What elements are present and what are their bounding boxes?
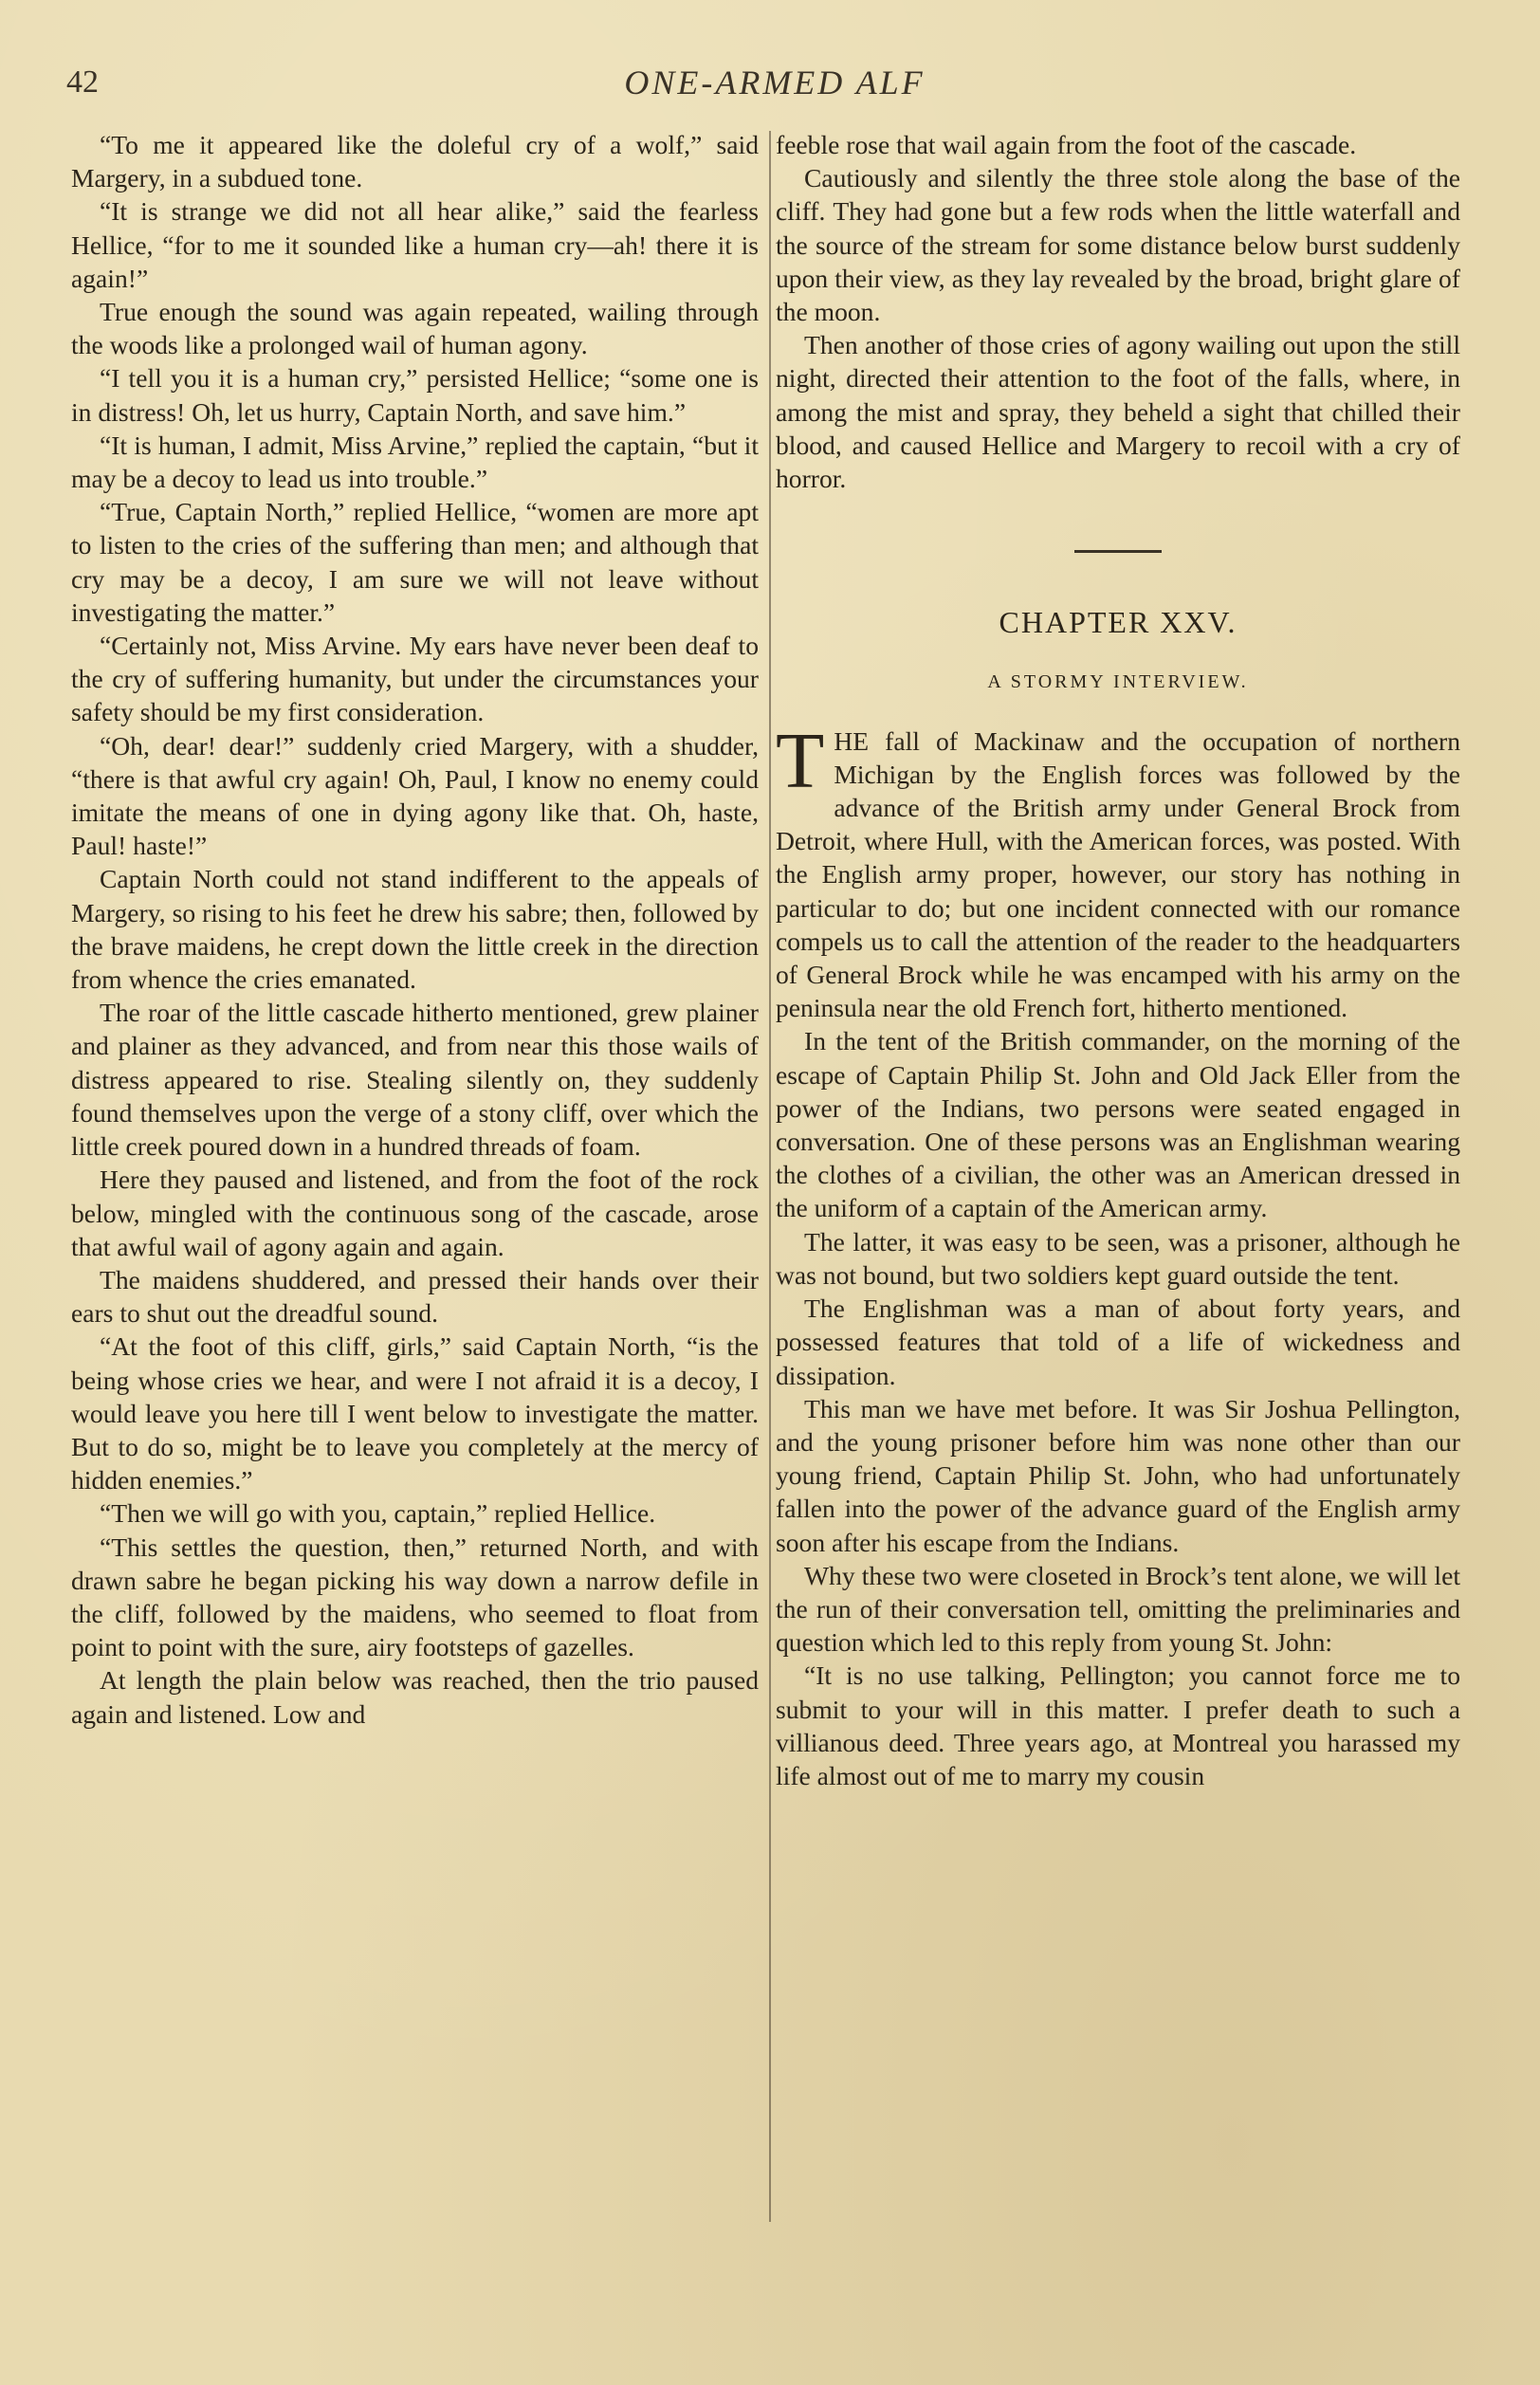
paragraph: Cautiously and silently the three stole along the base of the cliff. They had gone but a few rods when the little waterfall and the source of the stream for some distance below burst suddenly upon their view, as they lay revealed by the broad, bright glare of the moon. bbox=[776, 163, 1460, 327]
paragraph: “Oh, dear! dear!” suddenly cried Margery, with a shudder, “there is that awful cry again! Oh, Paul, I know no enemy could imitate the means of one in dying agony like that. Oh, haste, Paul! haste!” bbox=[71, 730, 759, 861]
paragraph: Why these two were closeted in Brock’s tent alone, we will let the run of their conversation tell, omitting the preliminaries and question which led to this reply from young St. John: bbox=[776, 1560, 1460, 1658]
chapter-opening-paragraph bbox=[776, 716, 1460, 1025]
paragraph: Then another of those cries of agony wailing out upon the still night, directed their attention to the foot of the falls, where, in among the mist and spray, they beheld a sight that chilled their blood, and caused Hellice and Margery to recoil with a cry of horror. bbox=[776, 330, 1460, 494]
paragraph: “Then we will go with you, captain,” replied Hellice. bbox=[100, 1498, 656, 1529]
paragraph: This man we have met before. It was Sir Joshua Pellington, and the young prisoner before him was none other than our young friend, Captain Philip St. John, who had unfortunately fallen into the power of the advance guard of the English army soon after his escape from the Indians. bbox=[776, 1393, 1460, 1557]
paragraph: True enough the sound was again repeated, wailing through the woods like a prolonged wail of human agony. bbox=[71, 297, 759, 360]
paragraph: “True, Captain North,” replied Hellice, “women are more apt to listen to the cries of the suffering than men; and although that cry may be a decoy, I am sure we will not leave without investigating the matter.” bbox=[71, 497, 759, 627]
page-number: 42 bbox=[66, 64, 99, 100]
paragraph: feeble rose that wail again from the foot of the cascade. bbox=[776, 130, 1357, 159]
chapter-opening-text: HE fall of Mackinaw and the occupation of northern Michigan by the English forces was followed by the advance of the British army under General Brock from Detroit, where Hull, with the American forces, was posted. With the English army proper, however, our story has nothing in particular to do; but one incident connected with our romance compels us to call the attention of the reader to the headquarters of General Brock while he was encamped with his army on the peninsula near the old French fort, hitherto mentioned. bbox=[776, 725, 1460, 1023]
running-head: ONE-ARMED ALF bbox=[624, 64, 926, 101]
drop-cap: T bbox=[776, 716, 825, 805]
page-header bbox=[66, 59, 1483, 106]
paragraph: The latter, it was easy to be seen, was a prisoner, although he was not bound, but two soldiers kept guard outside the tent. bbox=[776, 1226, 1460, 1290]
paragraph: Captain North could not stand indifferent to the appeals of Margery, so rising to his feet he drew his sabre; then, followed by the brave maidens, he crept down the little creek in the direction from whence the cries emanated. bbox=[71, 864, 759, 995]
paragraph: The Englishman was a man of about forty years, and possessed features that told of a life of wickedness and dissipation. bbox=[776, 1293, 1460, 1390]
paragraph: “It is no use talking, Pellington; you cannot force me to submit to your will in this matter. I prefer death to such a villianous deed. Three years ago, at Montreal you harassed my life almost out of me to marry my cousin bbox=[776, 1660, 1460, 1790]
section-separator bbox=[1074, 550, 1162, 553]
right-column bbox=[776, 128, 1460, 1792]
chapter-subtitle: A STORMY INTERVIEW. bbox=[987, 671, 1249, 693]
paragraph: At length the plain below was reached, then the trio paused again and listened. Low and bbox=[71, 1665, 759, 1729]
paragraph: “To me it appeared like the doleful cry of a wolf,” said Margery, in a subdued tone. bbox=[71, 130, 759, 193]
chapter-title: CHAPTER XXV. bbox=[999, 605, 1238, 640]
paragraph: Here they paused and listened, and from the foot of the rock below, mingled with the continuous song of the cascade, arose that awful wail of agony again and again. bbox=[71, 1165, 759, 1261]
paragraph: “It is human, I admit, Miss Arvine,” replied the captain, “but it may be a decoy to lead us into trouble.” bbox=[71, 430, 759, 494]
paragraph: “It is strange we did not all hear alike,” said the fearless Hellice, “for to me it sounded like a human cry—ah! there it is again!” bbox=[71, 196, 759, 293]
paragraph: The maidens shuddered, and pressed their hands over their ears to shut out the dreadful sound. bbox=[71, 1264, 759, 1329]
paragraph: “I tell you it is a human cry,” persisted Hellice; “some one is in distress! Oh, let us hurry, Captain North, and save him.” bbox=[71, 363, 759, 427]
left-column bbox=[71, 128, 759, 1731]
paragraph: “At the foot of this cliff, girls,” said Captain North, “is the being whose cries we hear, and were I not afraid it is a decoy, I would leave you here till I went below to investigate the matter. But to do so, might be to leave you completely at the mercy of hidden enemies.” bbox=[71, 1331, 759, 1495]
paragraph: In the tent of the British commander, on the morning of the escape of Captain Philip St. John and Old Jack Eller from the power of the Indians, two persons were seated engaged in conversation. One of these persons was an Englishman wearing the clothes of a civilian, the other was an American dressed in the uniform of a captain of the American army. bbox=[776, 1026, 1460, 1223]
paragraph: “Certainly not, Miss Arvine. My ears have never been deaf to the cry of suffering humanity, but under the circumstances your safety should be my first consideration. bbox=[71, 631, 759, 727]
paragraph: The roar of the little cascade hitherto mentioned, grew plainer and plainer as they advanced, and from near this those wails of distress appeared to rise. Stealing silently on, they suddenly found themselves upon the verge of a stony cliff, over which the little creek poured down in a hundred threads of foam. bbox=[71, 998, 759, 1162]
paragraph: “This settles the question, then,” returned North, and with drawn sabre he began picking his way down a narrow defile in the cliff, followed by the maidens, who seemed to float from point to point with the sure, airy footsteps of gazelles. bbox=[71, 1532, 759, 1662]
column-divider bbox=[769, 131, 771, 2222]
